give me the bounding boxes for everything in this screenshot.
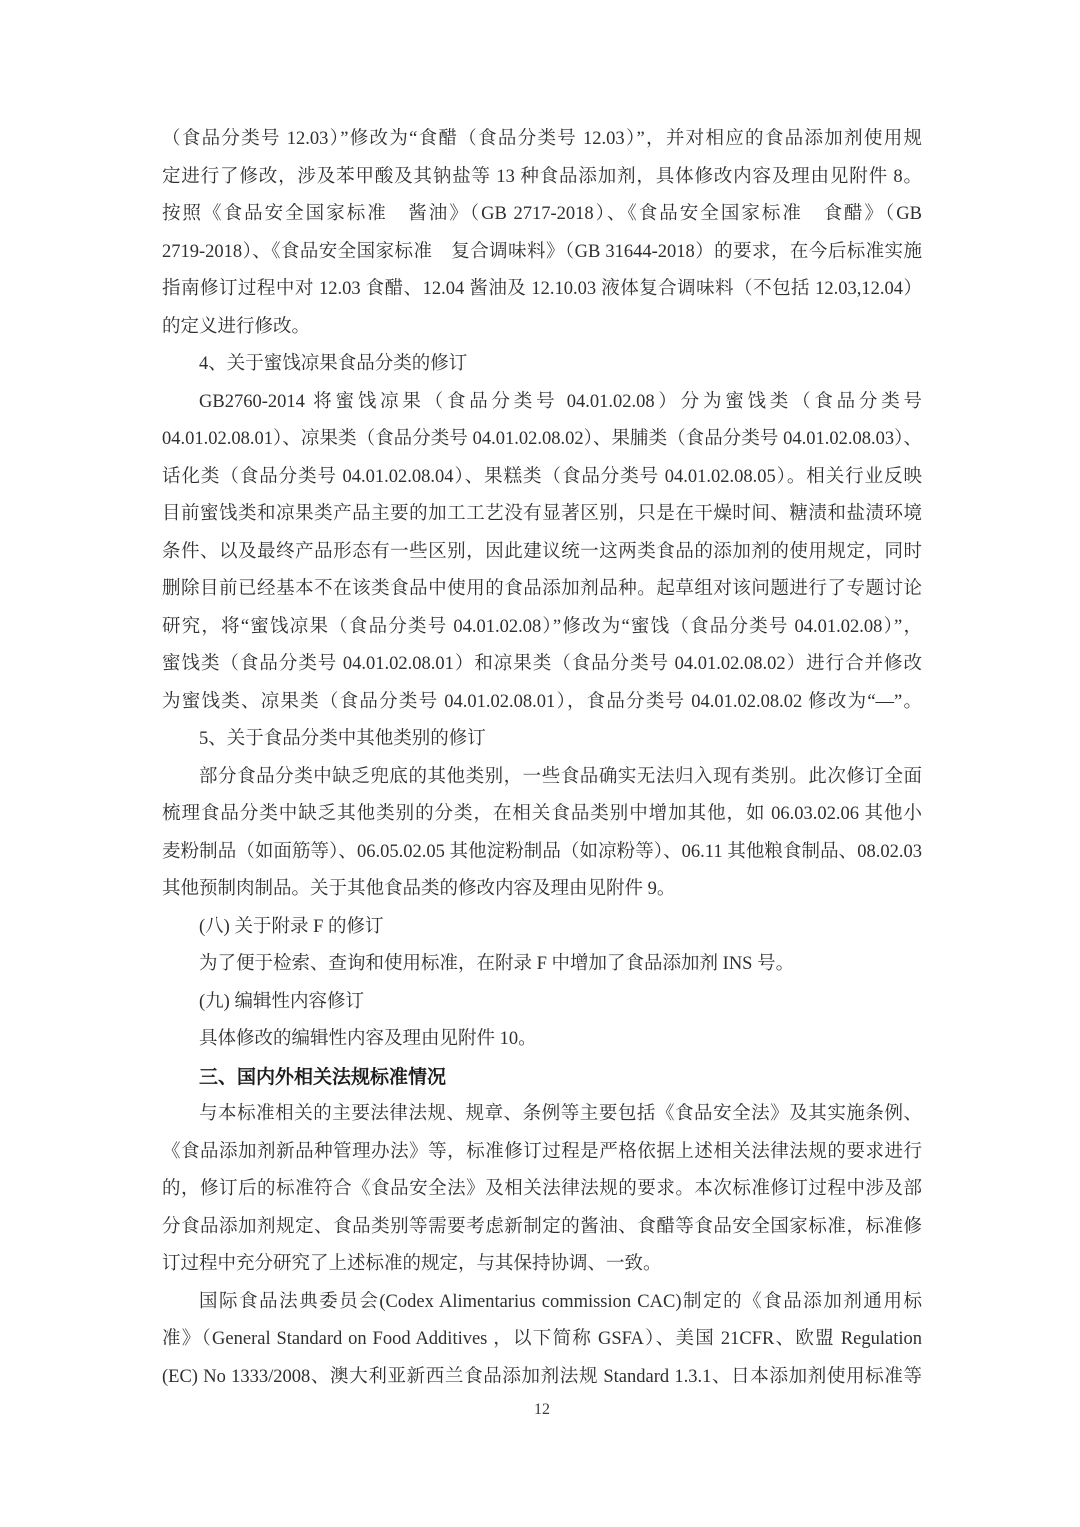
text-line: 准》（General Standard on Food Additives ，以下简称 GSFA）、美国 21CFR、欧盟 Regulation (162, 1329, 922, 1349)
text-line: 国际食品法典委员会(Codex Alimentarius commission CAC)制定的《食品添加剂通用标 (199, 1291, 922, 1312)
section-heading-line: 三、国内外相关法规标准情况 (199, 1066, 447, 1088)
text-line: 与本标准相关的主要法律法规、规章、条例等主要包括《食品安全法》及其实施条例、 (199, 1104, 922, 1124)
text-line: 为蜜饯类、凉果类（食品分类号 04.01.02.08.01），食品分类号 04.01.02.08.02 修改为“—”。 (162, 691, 922, 712)
heading-line: (九) 编辑性内容修订 (199, 991, 364, 1012)
text-line: GB2760-2014 将蜜饯凉果（食品分类号 04.01.02.08）分为蜜饯类（食品分类号 (199, 391, 922, 412)
text-line: 删除目前已经基本不在该类食品中使用的食品添加剂品种。起草组对该问题进行了专题讨论 (162, 579, 922, 599)
paragraph-international-standards (162, 1284, 922, 1397)
text-line: 目前蜜饯类和凉果类产品主要的加工工艺没有显著区别，只是在干燥时间、糖渍和盐渍环境 (162, 504, 922, 524)
subsection-heading-9 (162, 984, 922, 1022)
text-line: 的定义进行修改。 (162, 316, 311, 337)
text-line: 梳理食品分类中缺乏其他类别的分类，在相关食品类别中增加其他，如 06.03.02.06 其他小 (162, 804, 922, 824)
text-line: 按照《食品安全国家标准 酱油》（GB 2717-2018）、《食品安全国家标准 食醋》（GB (162, 204, 922, 224)
text-line: 条件、以及最终产品形态有一些区别，因此建议统一这两类食品的添加剂的使用规定，同时 (162, 541, 922, 562)
text-line: 分食品添加剂规定、食品类别等需要考虑新制定的酱油、食醋等食品安全国家标准，标准修 (162, 1216, 922, 1237)
subsection-heading-4 (162, 346, 922, 384)
text-line: 蜜饯类（食品分类号 04.01.02.08.01）和凉果类（食品分类号 04.01.02.08.02）进行合并修改 (162, 654, 922, 674)
text-line: 为了便于检索、查询和使用标准，在附录 F 中增加了食品添加剂 INS 号。 (199, 954, 795, 974)
text-line: 部分食品分类中缺乏兜底的其他类别，一些食品确实无法归入现有类别。此次修订全面 (199, 766, 922, 787)
paragraph-appendix-f (162, 946, 922, 984)
text-line: 的，修订后的标准符合《食品安全法》及相关法律法规的要求。本次标准修订过程中涉及部 (162, 1179, 922, 1199)
paragraph-domestic-laws (162, 1096, 922, 1284)
page-footer (162, 1401, 922, 1419)
text-line: 《食品添加剂新品种管理办法》等，标准修订过程是严格依据上述相关法律法规的要求进行 (162, 1141, 922, 1162)
heading-line: 4、关于蜜饯凉果食品分类的修订 (199, 354, 468, 374)
text-line: 04.01.02.08.01）、凉果类（食品分类号 04.01.02.08.02）、果脯类（食品分类号 04.01.02.08.03）、 (162, 429, 922, 449)
heading-line: 5、关于食品分类中其他类别的修订 (199, 729, 486, 749)
text-line: 具体修改的编辑性内容及理由见附件 10。 (199, 1029, 537, 1049)
text-line: 2719-2018）、《食品安全国家标准 复合调味料》（GB 31644-2018）的要求，在今后标准实施 (162, 241, 922, 262)
text-line: 定进行了修改，涉及苯甲酸及其钠盐等 13 种食品添加剂，具体修改内容及理由见附件 8。 (162, 166, 922, 187)
text-line: （食品分类号 12.03）”修改为“食醋（食品分类号 12.03）”，并对相应的食品添加剂使用规 (162, 129, 922, 149)
paragraph-editorial (162, 1021, 922, 1059)
text-line: 订过程中充分研究了上述标准的规定，与其保持协调、一致。 (162, 1254, 662, 1274)
page-number: 12 (534, 1401, 550, 1418)
heading-line: (八) 关于附录 F 的修订 (199, 916, 384, 937)
text-line: 研究，将“蜜饯凉果（食品分类号 04.01.02.08）”修改为“蜜饯（食品分类号 04.01.02.08）”， (162, 616, 922, 637)
paragraph-other-categories (162, 759, 922, 909)
paragraph-mijian-classification (162, 384, 922, 722)
text-line: 其他预制肉制品。关于其他食品类的修改内容及理由见附件 9。 (162, 879, 676, 899)
subsection-heading-5 (162, 721, 922, 759)
text-line: 指南修订过程中对 12.03 食醋、12.04 酱油及 12.10.03 液体复合调味料（不包括 12.03,12.04） (162, 279, 922, 299)
paragraph-continuation (162, 121, 922, 346)
subsection-heading-8 (162, 909, 922, 947)
text-line: 话化类（食品分类号 04.01.02.08.04）、果糕类（食品分类号 04.01.02.08.05）。相关行业反映 (162, 466, 922, 487)
section-heading-3 (162, 1059, 922, 1097)
text-line: 麦粉制品（如面筋等）、06.05.02.05 其他淀粉制品（如凉粉等）、06.11 其他粮食制品、08.02.03 (162, 841, 922, 862)
text-line: (EC) No 1333/2008、澳大利亚新西兰食品添加剂法规 Standard 1.3.1、日本添加剂使用标准等 (162, 1366, 922, 1387)
